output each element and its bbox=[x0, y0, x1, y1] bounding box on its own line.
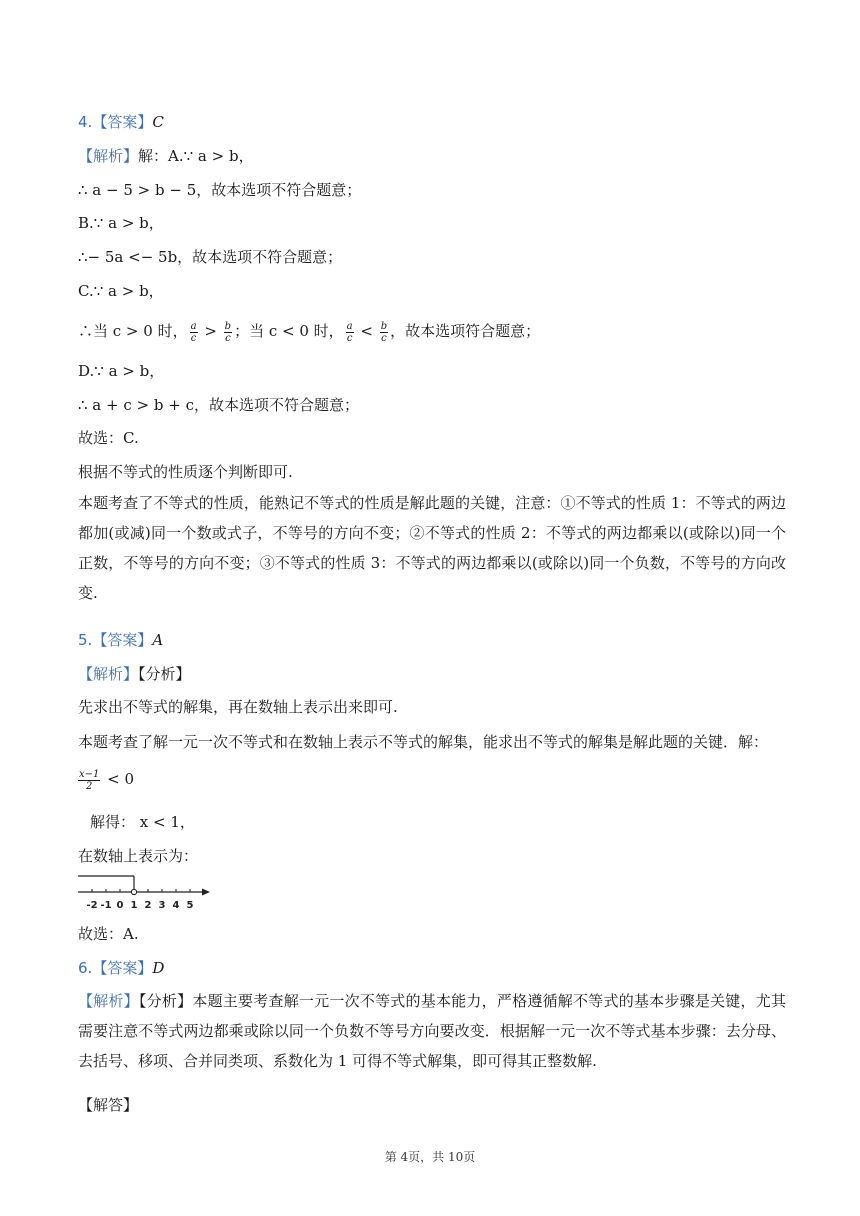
q5-answer-line bbox=[78, 630, 788, 650]
frac-num: a bbox=[346, 320, 353, 332]
lt-sign: < bbox=[355, 322, 378, 340]
q4-answer: C bbox=[152, 113, 164, 131]
q4-c-part1: ∴当 c > 0 时， bbox=[78, 322, 188, 340]
q4-c-line bbox=[78, 318, 788, 344]
frac-den: c bbox=[381, 332, 387, 344]
q5-analysis-line bbox=[78, 664, 788, 684]
axis-tick-label: 2 bbox=[144, 900, 152, 911]
axis-arrow-icon bbox=[202, 889, 210, 896]
q5-analysis-sub: 【分析】 bbox=[138, 665, 191, 683]
q4-line-7: 故选：C. bbox=[78, 429, 139, 447]
q6-number: 6. bbox=[78, 959, 93, 977]
frac-den: c bbox=[225, 332, 231, 344]
frac-num: b bbox=[380, 320, 388, 332]
q5-choose: 故选：A. bbox=[78, 925, 139, 943]
q6-solution-tag: 【解答】 bbox=[78, 1096, 139, 1114]
q5-line1: 先求出不等式的解集，再在数轴上表示出来即可. bbox=[78, 698, 398, 716]
fraction-b-over-c bbox=[224, 321, 232, 344]
q5-line2: 本题考查了解一元一次不等式和在数轴上表示不等式的解集，能求出不等式的解集是解此题的关键．解： bbox=[78, 733, 769, 751]
q4-line-1: ∴ a − 5 > b − 5，故本选项不符合题意； bbox=[78, 181, 362, 199]
gt-sign: > bbox=[199, 322, 222, 340]
frac-den: c bbox=[346, 332, 353, 344]
q4-answer-line bbox=[78, 112, 788, 132]
q6-analysis-sub: 【分析】 bbox=[138, 992, 193, 1010]
q5-answer-tag: 【答案】 bbox=[92, 631, 153, 649]
q6-analysis-text: 本题主要考查解一元一次不等式的基本能力，严格遵循解不等式的基本步骤是关键，尤其需要注意不等式两边都乘或除以同一个负数不等号方向要改变．根据解一元一次不等式基本步骤：去分母、去括号、移项、合并同类项、系数化为 1 可得不等式解集，即可得其正整数解. bbox=[78, 992, 786, 1070]
q5-answer: A bbox=[152, 631, 164, 649]
fraction-b-over-c bbox=[380, 321, 388, 344]
frac-den: 2 bbox=[86, 780, 93, 792]
q5-solve: 解得： x < 1， bbox=[90, 813, 195, 831]
q6-answer-line bbox=[78, 958, 788, 978]
q5-analysis-tag: 【解析】 bbox=[78, 665, 139, 683]
axis-tick-label: 1 bbox=[130, 900, 138, 911]
q4-line-3: ∴− 5a <− 5b，故本选项不符合题意； bbox=[78, 248, 343, 266]
frac-num: b bbox=[224, 320, 232, 332]
q5-inequality bbox=[78, 766, 788, 792]
axis-tick-label: 0 bbox=[116, 900, 124, 911]
q4-analysis-line bbox=[78, 146, 788, 166]
page-footer: 第 4页，共 10页 bbox=[384, 1150, 476, 1164]
q6-answer-tag: 【答案】 bbox=[92, 959, 153, 977]
q4-c-part3: ，故本选项符合题意； bbox=[390, 322, 541, 340]
ineq-rest: < 0 bbox=[102, 770, 135, 788]
q4-c-part2: ；当 c < 0 时， bbox=[234, 322, 344, 340]
q4-summary: 本题考查了不等式的性质，能熟记不等式的性质是解此题的关键，注意：①不等式的性质 1：不等式的两边都加(或减)同一个数或式子，不等号的方向不变；②不等式的性质 2：不等式的两边都乘以(或除以)同一个正数，不等号的方向不变；③不等式的性质 3：不等式的两边都乘以(或除以)同一个负数，不等号的方向改变. bbox=[78, 494, 786, 602]
q5-axis-intro: 在数轴上表示为： bbox=[78, 847, 199, 865]
q4-line-0: 解：A.∵ a > b， bbox=[138, 147, 254, 165]
q4-number: 4. bbox=[78, 113, 93, 131]
q4-line-2: B.∵ a > b， bbox=[78, 214, 164, 232]
q4-answer-tag: 【答案】 bbox=[92, 113, 153, 131]
fraction-a-over-c bbox=[190, 321, 198, 344]
q6-analysis-tag: 【解析】 bbox=[78, 992, 139, 1010]
axis-tick-label: 4 bbox=[172, 900, 180, 911]
frac-num: x−1 bbox=[79, 768, 100, 780]
open-circle-at-1 bbox=[131, 889, 136, 894]
q4-analysis-tag: 【解析】 bbox=[78, 147, 139, 165]
axis-tick-label: 3 bbox=[158, 900, 166, 911]
q4-line-8: 根据不等式的性质逐个判断即可. bbox=[78, 463, 293, 481]
axis-tick-label: 5 bbox=[186, 900, 194, 911]
q4-line-5: D.∵ a > b， bbox=[78, 362, 165, 380]
fraction-a-over-c bbox=[346, 321, 354, 344]
frac-den: c bbox=[190, 332, 197, 344]
number-line-figure bbox=[78, 870, 218, 914]
q4-line-4: C.∵ a > b， bbox=[78, 282, 164, 300]
q6-answer: D bbox=[152, 959, 165, 977]
axis-tick-label: -2 bbox=[86, 900, 98, 911]
axis-tick-label: -1 bbox=[100, 900, 112, 911]
q4-line-6: ∴ a + c > b + c，故本选项不符合题意； bbox=[78, 396, 359, 414]
fraction-x-minus-1-over-2 bbox=[78, 769, 100, 792]
q5-number: 5. bbox=[78, 631, 93, 649]
q6-analysis bbox=[78, 986, 786, 1076]
frac-num: a bbox=[190, 320, 197, 332]
